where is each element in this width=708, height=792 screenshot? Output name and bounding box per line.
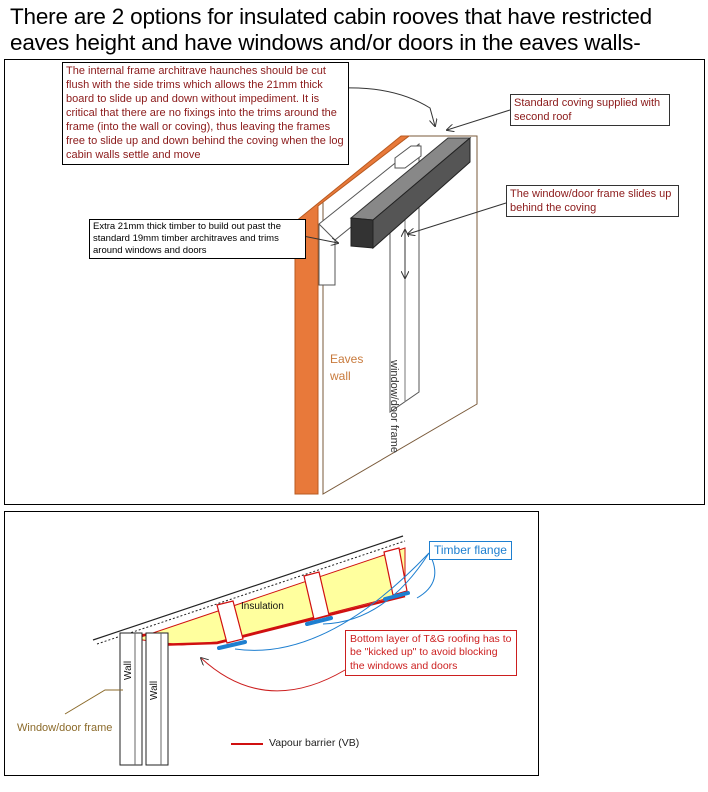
coving-diagram-panel	[4, 59, 705, 505]
vapour-barrier-legend: Vapour barrier (VB)	[269, 737, 360, 749]
kicked-up-arrow	[201, 658, 345, 691]
wall-label-2: Wall	[149, 680, 160, 700]
timber-flange-label: Timber flange	[429, 541, 512, 560]
page-heading: There are 2 options for insulated cabin rooves that have restricted eaves height and have windows and/or doors in the eaves walls-	[10, 4, 652, 55]
eaves-wall-label: Eaves wall	[330, 352, 364, 384]
window-door-frame-label: window/door frame	[388, 360, 400, 453]
insulation-label: Insulation	[241, 601, 284, 612]
roof-section-panel	[4, 511, 539, 776]
window-door-frame-caption: Window/door frame	[17, 722, 113, 734]
extra-timber-callout: Extra 21mm thick timber to build out past the standard 19mm timber architraves and trims around windows and doors	[89, 219, 306, 259]
coving-front	[351, 218, 373, 248]
coving-callout-arrow	[447, 110, 510, 130]
flange-1	[219, 642, 245, 648]
haunches-callout: The internal frame architrave haunches should be cut flush with the side trims which allows the 21mm thick board to slide up and down without impediment. It is critical that there are no fixings into the trims around the frame (into the wall or coving), thus leaving the frames free to slide up and down behind the coving when the log cabin walls settle and move	[62, 62, 349, 165]
wall-post-1	[120, 633, 142, 765]
window-frame-leader	[65, 690, 123, 714]
coving-callout: Standard coving supplied with second roof	[510, 94, 670, 126]
kicked-up-callout: Bottom layer of T&G roofing has to be "kicked up" to avoid blocking the windows and doors	[345, 630, 517, 676]
wall-label-1: Wall	[123, 660, 134, 680]
haunches-callout-arrow	[341, 88, 435, 126]
slides-callout: The window/door frame slides up behind the coving	[506, 185, 679, 217]
